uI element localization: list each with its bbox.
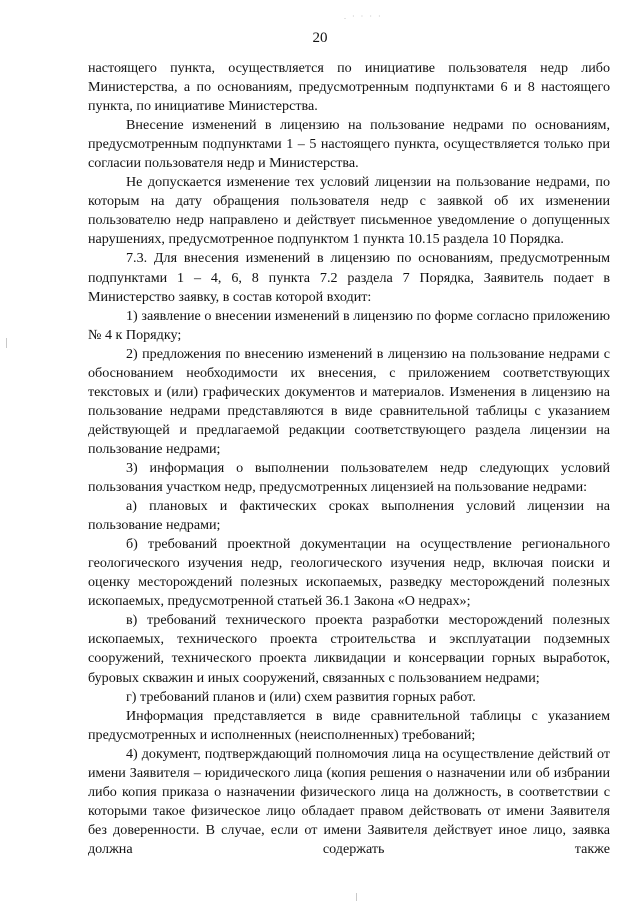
sub-list-item: в) требований технического проекта разработки месторождений полезных ископаемых, технического проекта строительства и эксплуатации подземных сооружений, технического проекта ликвидации и консервации горных выработок, буровых скважин и иных сооружений, связанных с пользованием недрами; xyxy=(88,612,610,686)
scan-artifact: . · · · · xyxy=(344,12,383,21)
sub-list-item: б) требований проектной документации на осуществление регионального геологического изучения недр, геологического изучения недр, включая поиски и оценку месторождений полезных ископаемых, разведку месторождений полезных ископаемых, предусмотренной статьей 36.1 Закона «О недрах»; xyxy=(88,536,610,610)
paragraph: Информация представляется в виде сравнительной таблицы с указанием предусмотренных и исполненных (неисполненных) требований; xyxy=(88,707,610,743)
list-item: 3) информация о выполнении пользователем недр следующих условий пользования участком недр, предусмотренных лицензией на пользование недрами: xyxy=(88,459,610,496)
paragraph: 7.3. Для внесения изменений в лицензию по основаниям, предусмотренным подпунктами 1 – 4, 6, 8 пункта 7.2 раздела 7 Порядка, Заявитель подает в Министерство заявку, в состав которой входит: xyxy=(88,250,610,305)
document-body xyxy=(88,59,610,859)
sub-list-item: а) плановых и фактических сроках выполнения условий лицензии на пользование недрами; xyxy=(88,498,610,534)
paragraph: Не допускается изменение тех условий лицензии на пользование недрами, по которым на дату обращения пользователя недр с заявкой об их изменении пользователю недр направлено и действует письменное уведомление о допущенных нарушениях, предусмотренное подпунктом 1 пункта 10.15 раздела 10 Порядка. xyxy=(88,174,610,248)
page-number: 20 xyxy=(312,30,328,46)
list-item: 2) предложения по внесению изменений в лицензию на пользование недрами с обоснованием необходимости их внесения, с приложением соответствующих текстовых и (или) графических документов и материалов. Изменения в лицензию на пользование недрами представляются в виде сравнительной таблицы с указанием действующей и предлагаемой редакции соответствующего раздела лицензии на пользование недрами; xyxy=(88,345,610,457)
scan-artifact xyxy=(356,893,357,901)
scan-artifact xyxy=(6,338,7,348)
sub-list-item: г) требований планов и (или) схем развития горных работ. xyxy=(126,688,476,705)
list-item: 4) документ, подтверждающий полномочия лица на осуществление действий от имени Заявителя – юридического лица (копия решения о назначении или об избрании либо копия приказа о назначении физического лица на должность, в соответствии с которыми такое физическое лицо обладает правом действовать от имени Заявителя без доверенности. В случае, если от имени Заявителя действует иное лицо, заявка должна содержать также xyxy=(88,745,610,857)
paragraph: настоящего пункта, осуществляется по инициативе пользователя недр либо Министерства, а по основаниям, предусмотренным подпунктами 6 и 8 настоящего пункта, по инициативе Министерства. xyxy=(88,60,610,115)
list-item: 1) заявление о внесении изменений в лицензию по форме согласно приложению № 4 к Порядку; xyxy=(88,307,610,343)
paragraph: Внесение изменений в лицензию на пользование недрами по основаниям, предусмотренным подпунктами 1 – 5 настоящего пункта, осуществляется только при согласии пользователя недр и Министерства. xyxy=(88,117,610,172)
